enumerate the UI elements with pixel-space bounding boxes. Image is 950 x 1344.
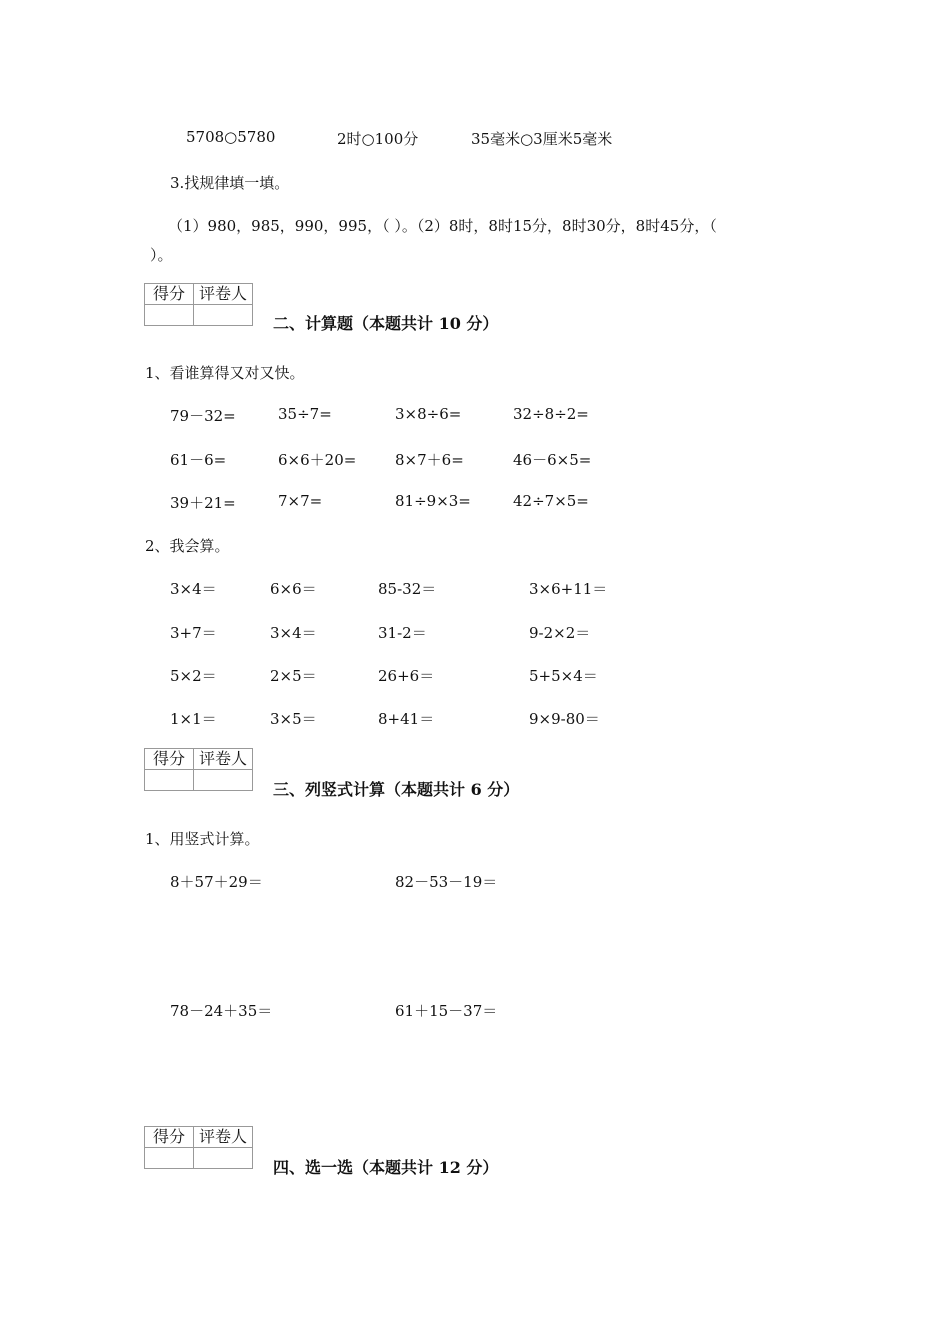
score-label: 得分 xyxy=(145,1127,194,1148)
calc-item: 6×6＝ xyxy=(270,580,317,598)
pattern-question-line-2: ）。 xyxy=(150,246,173,264)
vertical-calc-item: 78－24＋35＝ xyxy=(170,1002,273,1020)
calc-item: 39＋21= xyxy=(170,494,236,512)
calc-item: 32÷8÷2= xyxy=(513,405,589,423)
pattern-question-title: 3.找规律填一填。 xyxy=(170,174,290,192)
score-box xyxy=(144,748,253,791)
calc-item: 8×7＋6= xyxy=(395,451,464,469)
calc-item: 85-32＝ xyxy=(378,580,437,598)
vertical-calc-item: 61＋15－37＝ xyxy=(395,1002,498,1020)
vertical-calc-question-title: 1、用竖式计算。 xyxy=(145,830,260,848)
section-2-title: 二、计算题（本题共计 10 分） xyxy=(273,314,499,333)
section-4-title: 四、选一选（本题共计 12 分） xyxy=(273,1158,499,1177)
calc-item: 9×9-80＝ xyxy=(529,710,600,728)
compare-item-3: 35毫米○3厘米5毫米 xyxy=(471,130,613,148)
reviewer-cell xyxy=(194,1148,253,1169)
score-box xyxy=(144,1126,253,1169)
calc-item: 46－6×5= xyxy=(513,451,592,469)
calc-item: 35÷7= xyxy=(278,405,332,423)
calc-item: 3×8÷6= xyxy=(395,405,462,423)
calc-item: 1×1＝ xyxy=(170,710,217,728)
reviewer-label: 评卷人 xyxy=(194,1127,253,1148)
vertical-calc-item: 8＋57＋29＝ xyxy=(170,873,263,891)
calc-question-2-title: 2、我会算。 xyxy=(145,537,230,555)
calc-item: 42÷7×5= xyxy=(513,492,589,510)
reviewer-cell xyxy=(194,770,253,791)
compare-item-2: 2时○100分 xyxy=(337,130,419,148)
calc-item: 81÷9×3= xyxy=(395,492,471,510)
calc-item: 26+6＝ xyxy=(378,667,435,685)
reviewer-label: 评卷人 xyxy=(194,749,253,770)
calc-item: 61－6= xyxy=(170,451,227,469)
calc-item: 3×4＝ xyxy=(170,580,217,598)
calc-item: 7×7= xyxy=(278,492,323,510)
calc-item: 5×2＝ xyxy=(170,667,217,685)
calc-item: 9-2×2＝ xyxy=(529,624,591,642)
calc-item: 3×6+11＝ xyxy=(529,580,608,598)
score-label: 得分 xyxy=(145,284,194,305)
reviewer-label: 评卷人 xyxy=(194,284,253,305)
pattern-question-line-1: （1）980，985，990，995，（ ）。（2）8时，8时15分，8时30分，8时45分，（ xyxy=(168,217,717,235)
calc-item: 6×6＋20= xyxy=(278,451,357,469)
calc-item: 8+41＝ xyxy=(378,710,435,728)
score-label: 得分 xyxy=(145,749,194,770)
calc-item: 79－32= xyxy=(170,407,236,425)
calc-item: 3×4＝ xyxy=(270,624,317,642)
score-box xyxy=(144,283,253,326)
calc-item: 31-2＝ xyxy=(378,624,427,642)
score-cell xyxy=(145,1148,194,1169)
vertical-calc-item: 82－53－19＝ xyxy=(395,873,498,891)
calc-item: 5+5×4＝ xyxy=(529,667,598,685)
calc-item: 2×5＝ xyxy=(270,667,317,685)
calc-item: 3+7＝ xyxy=(170,624,217,642)
section-3-title: 三、列竖式计算（本题共计 6 分） xyxy=(273,780,520,799)
calc-item: 3×5＝ xyxy=(270,710,317,728)
compare-item-1: 5708○5780 xyxy=(186,128,276,146)
score-cell xyxy=(145,770,194,791)
calc-question-1-title: 1、看谁算得又对又快。 xyxy=(145,364,305,382)
score-cell xyxy=(145,305,194,326)
reviewer-cell xyxy=(194,305,253,326)
